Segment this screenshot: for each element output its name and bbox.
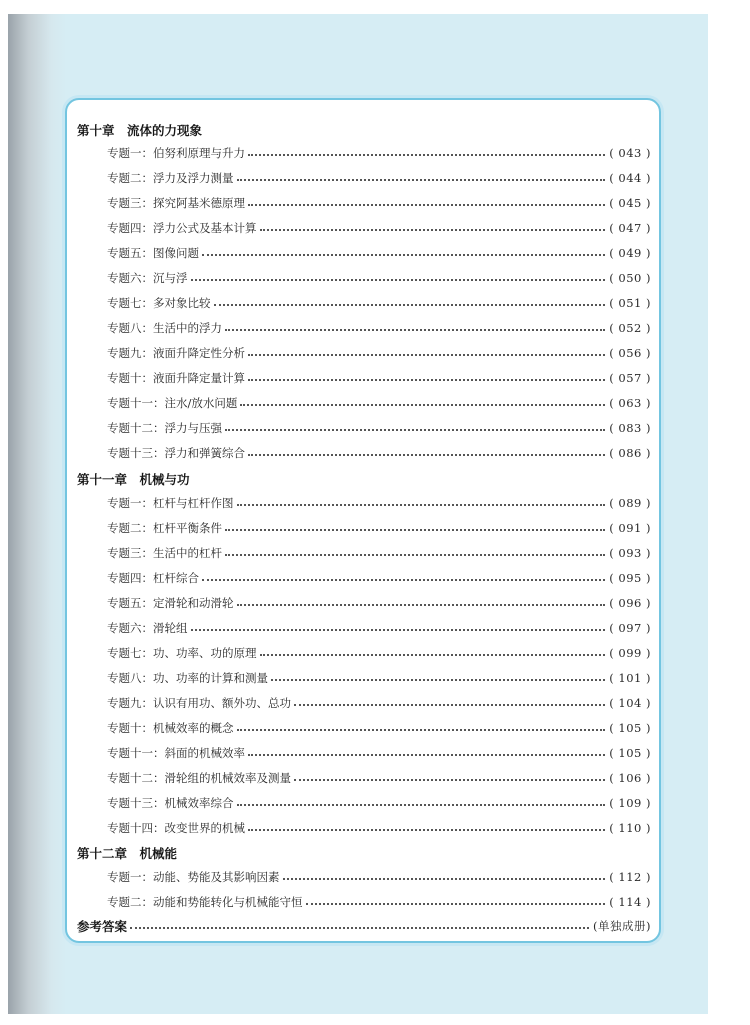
topic-label: 专题一：动能、势能及其影响因素 [107, 870, 280, 884]
topic-label: 专题十三：机械效率综合 [107, 796, 234, 810]
answers-entry [77, 916, 651, 936]
page-number: ( 095 ) [609, 571, 651, 585]
page-number: ( 104 ) [609, 696, 651, 710]
topic-label: 专题八：生活中的浮力 [107, 321, 222, 335]
toc-entry [107, 818, 651, 838]
toc-entry [107, 643, 651, 663]
leader-dots [240, 404, 605, 406]
page-number: ( 047 ) [609, 221, 651, 235]
leader-dots [248, 154, 605, 156]
chapter-10-heading: 第十章 流体的力现象 [77, 123, 203, 138]
topic-label: 专题七：多对象比较 [107, 296, 211, 310]
page-number: ( 050 ) [609, 271, 651, 285]
leader-dots [237, 504, 606, 506]
toc-entry [107, 718, 651, 738]
page-number: ( 110 ) [609, 821, 651, 835]
page-number: ( 052 ) [609, 321, 651, 335]
topic-label: 专题一：伯努利原理与升力 [107, 146, 245, 160]
topic-label: 专题九：液面升降定性分析 [107, 346, 245, 360]
toc-entry [107, 568, 651, 588]
page-number: ( 083 ) [609, 421, 651, 435]
page-number: ( 096 ) [609, 596, 651, 610]
topic-label: 专题九：认识有用功、额外功、总功 [107, 696, 291, 710]
book-spine-shadow [8, 14, 66, 1014]
page-number: ( 093 ) [609, 546, 651, 560]
topic-label: 专题二：杠杆平衡条件 [107, 521, 222, 535]
topic-label: 专题十一：斜面的机械效率 [107, 746, 245, 760]
topic-label: 专题十二：滑轮组的机械效率及测量 [107, 771, 291, 785]
topic-label: 专题五：定滑轮和动滑轮 [107, 596, 234, 610]
topic-label: 专题八：功、功率的计算和测量 [107, 671, 268, 685]
page-number: ( 045 ) [609, 196, 651, 210]
leader-dots [248, 379, 605, 381]
topic-label: 专题一：杠杆与杠杆作图 [107, 496, 234, 510]
toc-entry [107, 368, 651, 388]
page-number: ( 043 ) [609, 146, 651, 160]
leader-dots [294, 704, 605, 706]
leader-dots [283, 878, 606, 880]
toc-entry [107, 743, 651, 763]
page-number: ( 086 ) [609, 446, 651, 460]
toc-entry [107, 867, 651, 887]
toc-entry [107, 393, 651, 413]
toc-entry [107, 768, 651, 788]
leader-dots [237, 729, 606, 731]
leader-dots [214, 304, 606, 306]
topic-label: 专题十：液面升降定量计算 [107, 371, 245, 385]
page-number: ( 044 ) [609, 171, 651, 185]
chapter-11-heading: 第十一章 机械与功 [77, 472, 190, 487]
toc-entry [107, 693, 651, 713]
leader-dots [306, 903, 606, 905]
topic-label: 专题六：沉与浮 [107, 271, 188, 285]
page-number: ( 097 ) [609, 621, 651, 635]
leader-dots [271, 679, 605, 681]
leader-dots [237, 179, 606, 181]
page-number: ( 089 ) [609, 496, 651, 510]
topic-label: 专题五：图像问题 [107, 246, 199, 260]
toc-entry [107, 218, 651, 238]
page-number: ( 091 ) [609, 521, 651, 535]
toc-entry [107, 518, 651, 538]
leader-dots [248, 829, 605, 831]
leader-dots [225, 529, 605, 531]
topic-label: 专题四：杠杆综合 [107, 571, 199, 585]
topic-label: 专题六：滑轮组 [107, 621, 188, 635]
leader-dots [202, 254, 605, 256]
toc-entry [107, 418, 651, 438]
toc-entry [107, 243, 651, 263]
page-number: ( 105 ) [609, 746, 651, 760]
toc-entry [107, 168, 651, 188]
answers-page-note: (单独成册) [593, 919, 651, 933]
topic-label: 专题三：探究阿基米德原理 [107, 196, 245, 210]
topic-label: 专题二：浮力及浮力测量 [107, 171, 234, 185]
page-number: ( 105 ) [609, 721, 651, 735]
toc-entry [107, 193, 651, 213]
toc-entry [107, 892, 651, 912]
topic-label: 专题三：生活中的杠杆 [107, 546, 222, 560]
leader-dots [248, 204, 605, 206]
toc-entry [107, 443, 651, 463]
leader-dots [294, 779, 605, 781]
toc-entry [107, 293, 651, 313]
toc-entry [107, 493, 651, 513]
leader-dots [260, 229, 606, 231]
leader-dots [225, 329, 605, 331]
topic-label: 专题七：功、功率、功的原理 [107, 646, 257, 660]
leader-dots [202, 579, 605, 581]
topic-label: 专题十三：浮力和弹簧综合 [107, 446, 245, 460]
topic-label: 专题十四：改变世界的机械 [107, 821, 245, 835]
page-number: ( 109 ) [609, 796, 651, 810]
topic-label: 专题十二：浮力与压强 [107, 421, 222, 435]
topic-label: 专题二：动能和势能转化与机械能守恒 [107, 895, 303, 909]
topic-label: 专题十：机械效率的概念 [107, 721, 234, 735]
answers-label: 参考答案 [77, 919, 128, 934]
page-number: ( 101 ) [609, 671, 651, 685]
toc-entry [107, 343, 651, 363]
page-number: ( 106 ) [609, 771, 651, 785]
leader-dots [191, 279, 606, 281]
toc-entry [107, 593, 651, 613]
page-number: ( 063 ) [609, 396, 651, 410]
toc-entry [107, 618, 651, 638]
leader-dots [225, 554, 605, 556]
leader-dots [237, 804, 606, 806]
page-number: ( 099 ) [609, 646, 651, 660]
leader-dots [191, 629, 606, 631]
page-number: ( 112 ) [609, 870, 651, 884]
chapter-12-heading: 第十二章 机械能 [77, 846, 178, 861]
toc-entry [107, 318, 651, 338]
toc-entry [107, 143, 651, 163]
page-number: ( 049 ) [609, 246, 651, 260]
leader-dots [260, 654, 606, 656]
page-number: ( 114 ) [609, 895, 651, 909]
toc-entry [107, 268, 651, 288]
leader-dots [248, 454, 605, 456]
leader-dots [130, 927, 589, 929]
leader-dots [225, 429, 605, 431]
page-number: ( 056 ) [609, 346, 651, 360]
toc-entry [107, 793, 651, 813]
page-number: ( 051 ) [609, 296, 651, 310]
toc-entry [107, 668, 651, 688]
page-number: ( 057 ) [609, 371, 651, 385]
table-of-contents [65, 98, 661, 943]
toc-entry [107, 543, 651, 563]
topic-label: 专题十一：注水/放水问题 [107, 396, 238, 410]
leader-dots [248, 754, 605, 756]
topic-label: 专题四：浮力公式及基本计算 [107, 221, 257, 235]
leader-dots [248, 354, 605, 356]
leader-dots [237, 604, 606, 606]
